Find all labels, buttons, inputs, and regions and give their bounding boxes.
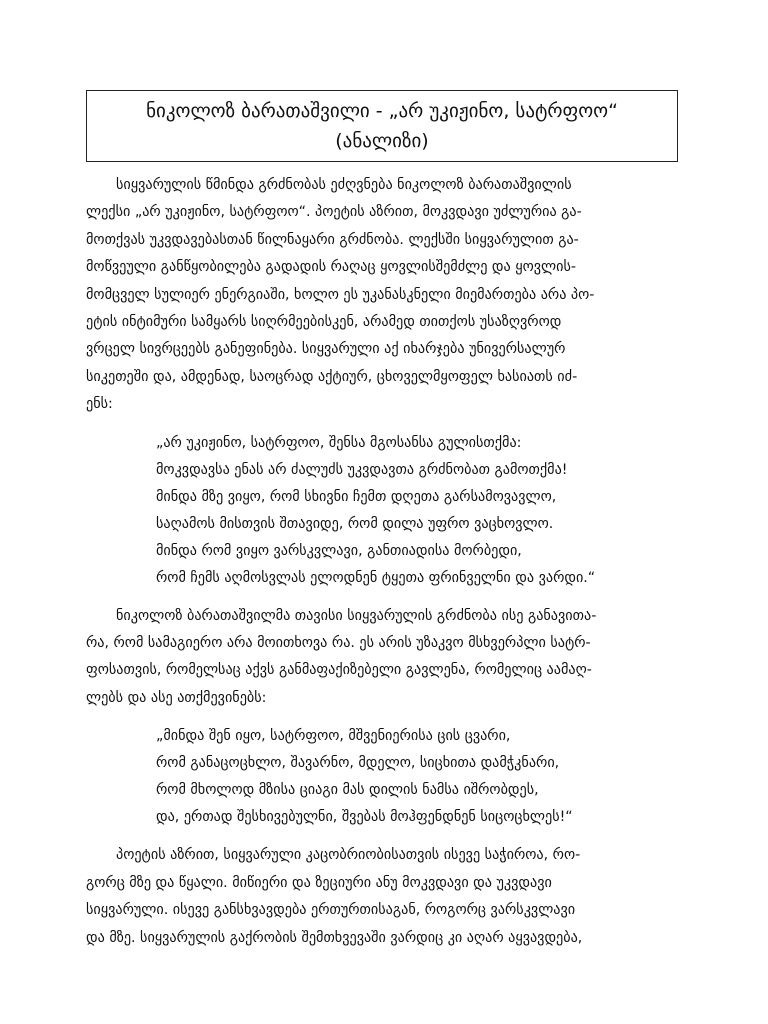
text-line: რა, რომ სამაგიერო არა მოითხოვა რა. ეს არის უზაკვო მსხვერპლი სატრ- [86,635,591,652]
poem-quote-1 [86,430,686,592]
text-line: სიყვარული. ისევე განსხვავდება ერთურთისაგან, როგორც ვარსკვლავი [86,902,576,919]
document-subtitle: (ანალიზი) [335,130,429,152]
poem-line: „არ უკიჟინო, სატრფოო, შენსა მგოსანსა გულისთქმა: [156,434,522,451]
text-line: ენს: [86,396,113,413]
text-line: და მზე. სიყვარულის გაქრობის შემთხვევაში ვარდიც კი აღარ აყვავდება, [86,929,583,946]
text-line: ლებს და ასე ათქმევინებს: [86,689,267,706]
text-line: მოთქვას უკვდავებასთან წილნაყარი გრძნობა. ლექსში სიყვარულით გა- [86,231,579,248]
text-line: ეტის ინტიმური სამყარს სიღრმეებისკენ, არამედ თითქოს უსაზღვროდ [86,314,562,331]
text-line: ლექსი „არ უკიჟინო, სატრფოო“. პოეტის აზრით, მოკვდავი უძლურია გა- [86,204,582,221]
poem-line: მოკვდავსა ენას არ ძალუძს უკვდავთა გრძნობათ გამოთქმა! [156,461,568,478]
text-line: მომცველ სულიერ ენერგიაში, ხოლო ეს უკანასკნელი მიემართება არა პო- [86,286,595,303]
text-line: სიკეთეში და, ამდენად, საოცრად აქტიურ, ცხოველმყოფელ ხასიათს იძ- [86,368,578,385]
poem-line: საღამოს მისთვის შთავიდე, რომ დილა უფრო ვაცხოვლო. [156,515,554,532]
text-line: ფოსათვის, რომელსაც აქვს განმაფაქიზებელი გავლენა, რომელიც აამაღ- [86,662,592,679]
text-line: პოეტის აზრით, სიყვარული კაცობრიობისათვის ისევე საჭიროა, რო- [116,847,581,864]
poem-line: მინდა მზე ვიყო, რომ სხივნი ჩემთ დღეთა გარსამოვავლო, [156,488,557,505]
paragraph-2 [86,603,686,713]
paragraph-1 [86,172,686,419]
text-line: სიყვარულის წმინდა გრძნობას ეძღვნება ნიკოლოზ ბარათაშვილის [116,177,572,193]
poem-line: მინდა რომ ვიყო ვარსკვლავი, განთიადისა მორბედი, [156,542,522,559]
paragraph-3 [86,842,686,952]
poem-line: „მინდა შენ იყო, სატრფოო, მშვენიერისა ცის ცვარი, [156,728,511,745]
poem-line: რომ მხოლოდ მზისა ციაგი მას დილის ნამსა იშრობდეს, [156,782,539,799]
poem-quote-2 [86,723,686,831]
poem-line: რომ ჩემს აღმოსვლას ელოდნენ ტყეთა ფრინველნი და ვარდი.“ [156,569,596,586]
poem-line: და, ერთად შესხივებულნი, შვებას მოჰფენდნენ სიცოცხლეს!“ [156,809,573,826]
document-body [86,172,686,952]
document-title: ნიკოლოზ ბარათაშვილი - „არ უკიჟინო, სატრფოო“ [146,100,618,122]
title-box [86,90,678,162]
text-line: მოწვეული განწყობილება გადადის რაღაც ყოვლისშემძლე და ყოვლის- [86,259,576,276]
text-line: ვრცელ სივრცეებს განეფინება. სიყვარული აქ იხარჯება უნივერსალურ [86,341,566,358]
text-line: გორც მზე და წყალი. მიწიერი და ზეციური ანუ მოკვდავი და უკვდავი [86,874,552,891]
poem-line: რომ განაცოცხლო, შავარნო, მდელო, სიცხითა დამჭკნარი, [156,755,560,772]
text-line: ნიკოლოზ ბარათაშვილმა თავისი სიყვარულის გრძნობა ისე განავითა- [116,607,597,624]
